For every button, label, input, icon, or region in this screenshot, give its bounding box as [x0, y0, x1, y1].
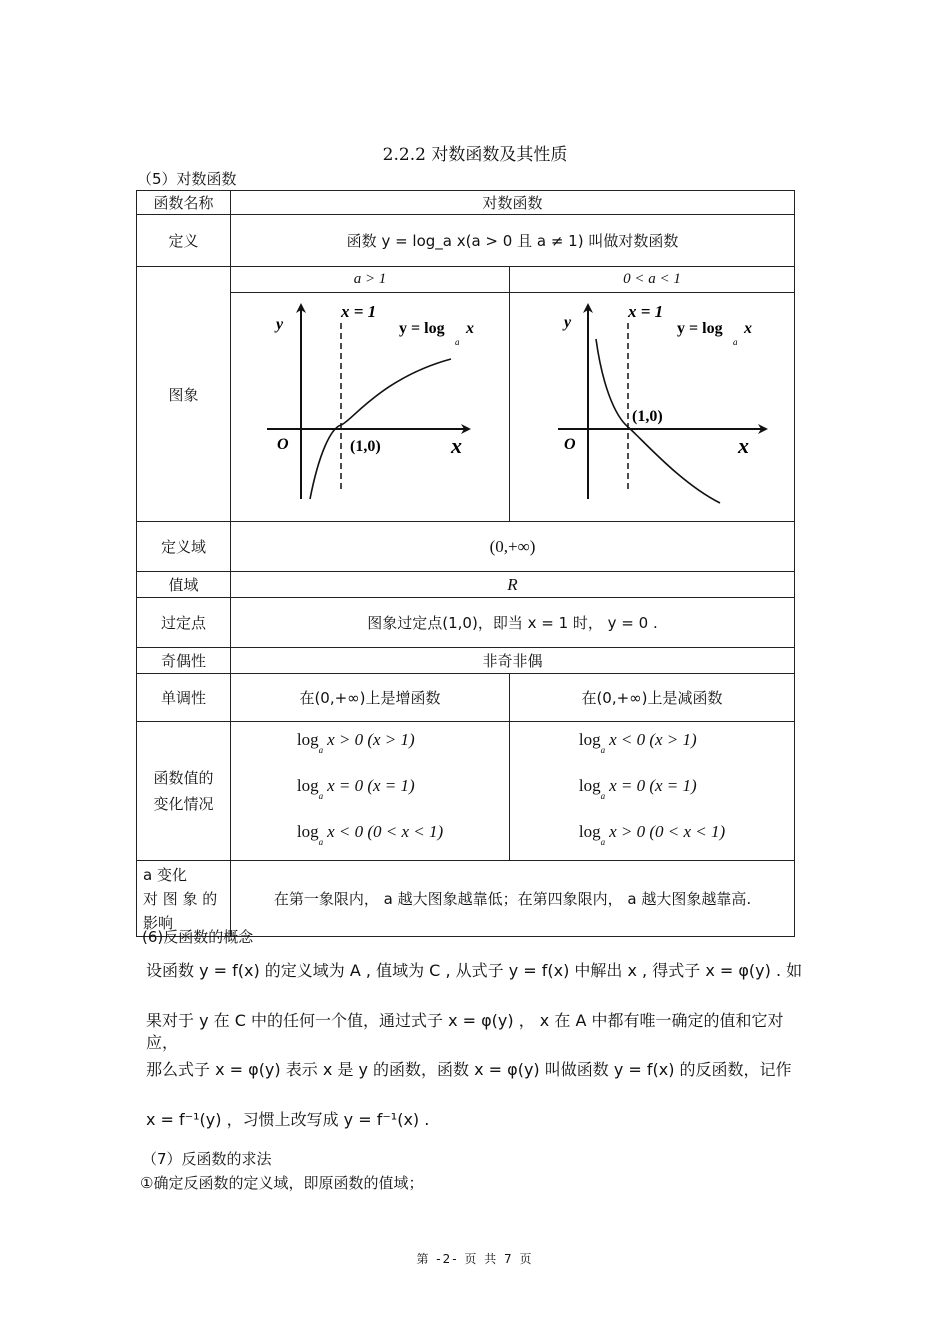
graph-decreasing [510, 293, 794, 517]
x-axis-label: x [738, 433, 749, 458]
case-a-lt-1: 0 < a < 1 [510, 267, 795, 293]
values-decreasing [510, 722, 795, 861]
monotonicity-increasing: 在(0,+∞)上是增函数 [231, 674, 510, 722]
range-value: R [231, 572, 795, 598]
step-1: ①确定反函数的定义域，即原函数的值域； [140, 1174, 424, 1192]
graph-label: 图象 [137, 267, 231, 522]
x-axis-label: x [451, 433, 462, 458]
value-row: $\log_ax < 0$ (0 < x < 1) [296, 822, 444, 847]
value-row: $\log_ax > 0$ (x > 1) [296, 730, 415, 755]
y-label: y [276, 316, 284, 333]
effect-label-2: 对 图 象 的 [143, 889, 218, 908]
values-label-2: 变化情况 [153, 795, 214, 813]
inverse-para-line-2: 果对于 y 在 C 中的任何一个值，通过式子 x = φ(y) ， x 在 A 中都有唯一确定的值和它对应， [146, 1011, 784, 1052]
monotonicity-label: 单调性 [137, 674, 231, 722]
effect-label-1: a 变化 [143, 865, 187, 884]
values-label-1: 函数值的 [153, 769, 214, 787]
func-label: y = log [677, 320, 723, 337]
origin-label: O [564, 436, 576, 453]
fixed-point-label: 过定点 [137, 598, 231, 648]
func-label: y = log [399, 320, 445, 337]
page-footer: 第 -2- 页 共 7 页 [416, 1252, 534, 1266]
header-label: 函数名称 [137, 191, 231, 215]
graph-increasing [231, 293, 509, 517]
values-label [137, 722, 231, 861]
effect-label-3: 影响 [143, 913, 174, 932]
domain-value: (0,+∞) [231, 522, 795, 572]
case-a-gt-1: a > 1 [231, 267, 510, 293]
value-row: $\log_ax > 0$ (0 < x < 1) [578, 822, 726, 847]
func-x: x [466, 320, 474, 337]
inverse-para-line-4: x = f⁻¹(y) ，习惯上改写成 y = f⁻¹(x) . [146, 1110, 430, 1129]
def-value: 函数 y = log_a x(a > 0 且 a ≠ 1) 叫做对数函数 [231, 215, 795, 267]
inverse-para-line-1: 设函数 y = f(x) 的定义域为 A , 值域为 C , 从式子 y = f(x) 中解出 x , 得式子 x = φ(y) . 如 [146, 961, 803, 980]
section-5-heading: （5）对数函数 [137, 170, 237, 188]
point-label: (1,0) [632, 408, 663, 425]
section-7-heading: （7）反函数的求法 [142, 1150, 272, 1168]
x-eq-1-label: x = 1 [341, 302, 377, 321]
x-eq-1-label: x = 1 [628, 302, 664, 321]
origin-label: O [277, 436, 289, 453]
func-sub: a [455, 337, 460, 347]
func-sub: a [733, 337, 738, 347]
y-label: y [564, 314, 572, 331]
fixed-point-value: 图象过定点(1,0)，即当 x = 1 时， y = 0 . [231, 598, 795, 648]
monotonicity-decreasing: 在(0,+∞)上是减函数 [510, 674, 795, 722]
graph-decreasing-cell [510, 293, 795, 522]
value-row: $\log_ax < 0$ (x > 1) [578, 730, 697, 755]
effect-value: 在第一象限内， a 越大图象越靠低；在第四象限内， a 越大图象越靠高. [231, 861, 795, 937]
domain-label: 定义域 [137, 522, 231, 572]
page-title: 2.2.2 对数函数及其性质 [382, 145, 568, 165]
point-label: (1,0) [350, 438, 381, 455]
range-label: 值域 [137, 572, 231, 598]
def-label: 定义 [137, 215, 231, 267]
header-value: 对数函数 [231, 191, 795, 215]
log-function-table [136, 190, 795, 937]
parity-label: 奇偶性 [137, 648, 231, 674]
values-increasing [231, 722, 510, 861]
graph-increasing-cell [231, 293, 510, 522]
value-row: $\log_ax = 0$ (x = 1) [578, 776, 697, 801]
section-6-heading: (6)反函数的概念 [142, 928, 254, 946]
func-x: x [744, 320, 752, 337]
value-row: $\log_ax = 0$ (x = 1) [296, 776, 415, 801]
parity-value: 非奇非偶 [231, 648, 795, 674]
inverse-para-line-3: 那么式子 x = φ(y) 表示 x 是 y 的函数，函数 x = φ(y) 叫做函数 y = f(x) 的反函数，记作 [146, 1060, 792, 1079]
